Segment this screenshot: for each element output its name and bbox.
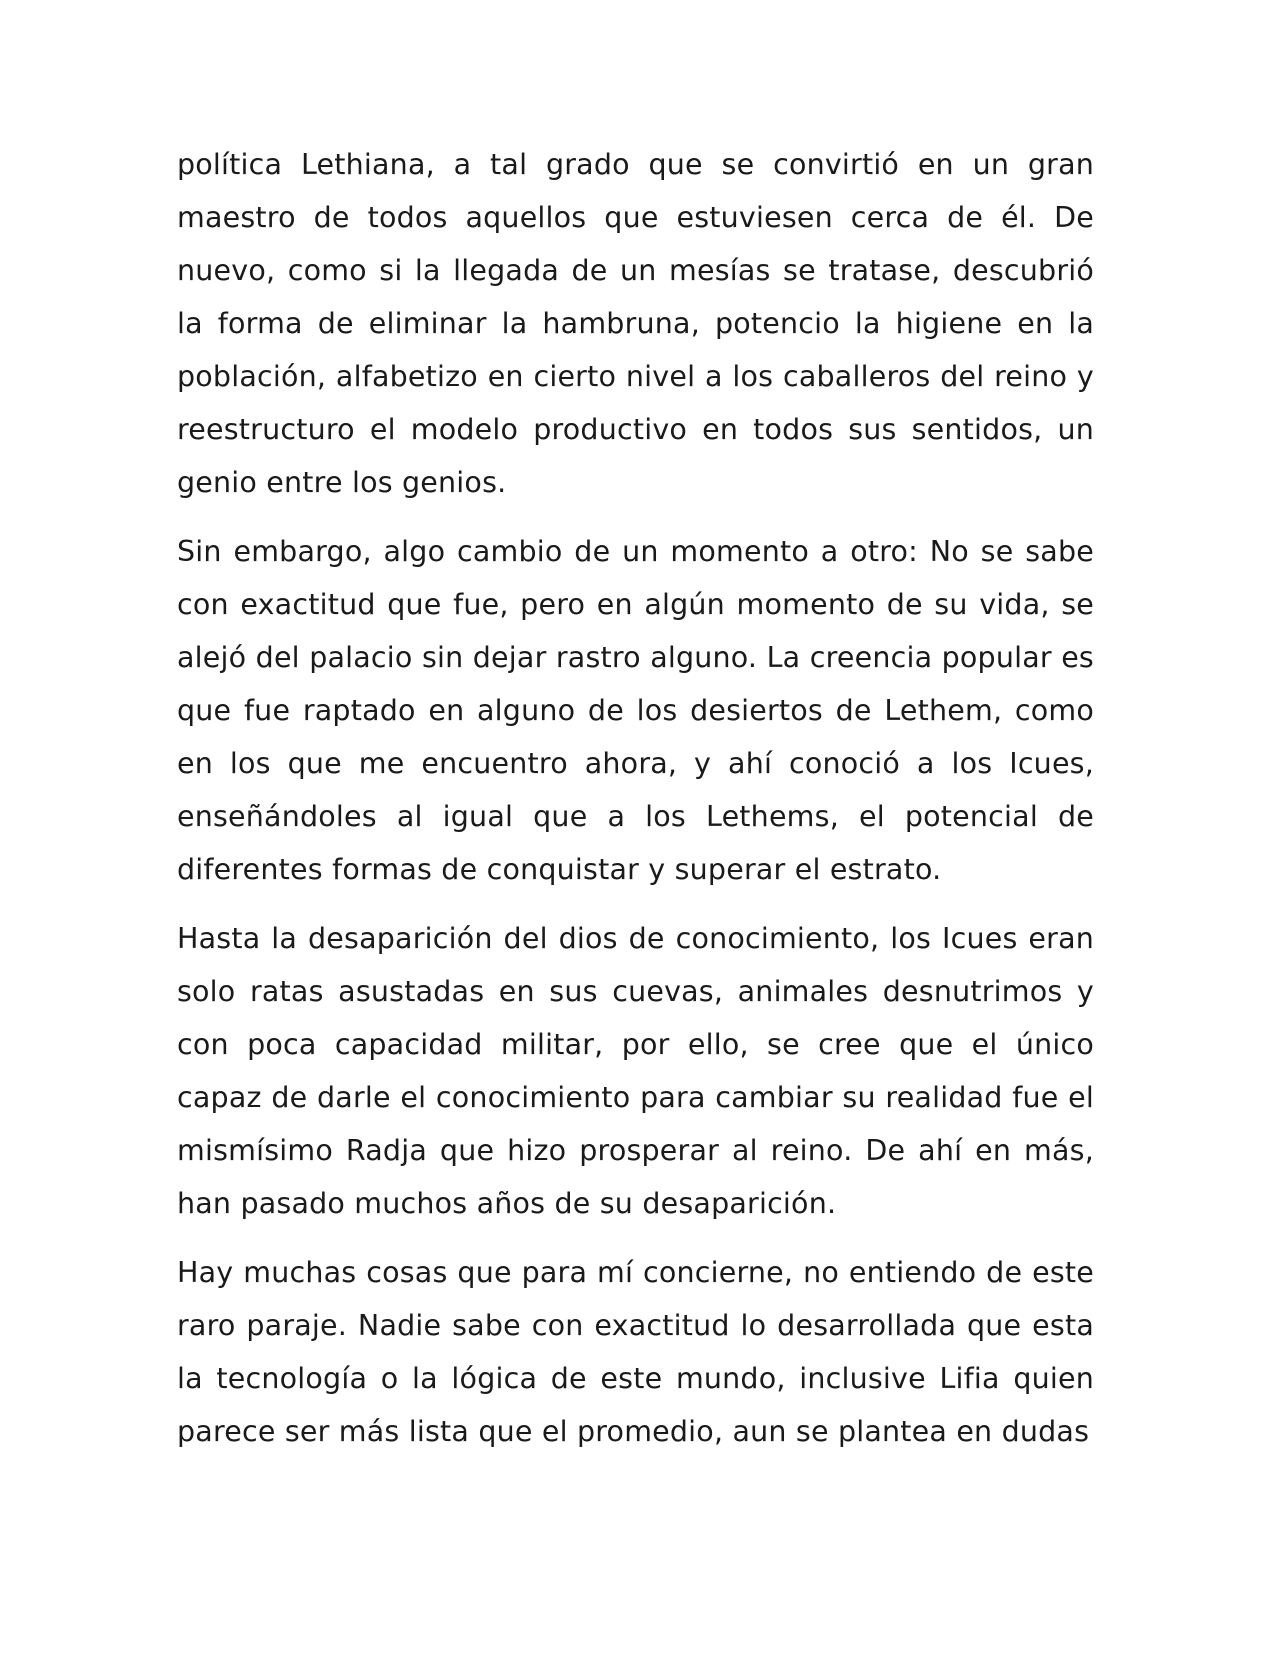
paragraph-2: Sin embargo, algo cambio de un momento a otro: No se sabe con exactitud que fue, pero en algún momento de su vida, se alejó del palacio sin dejar rastro alguno. La creencia popular es que fue raptado en alguno de los desiertos de Lethem, como en los que me encuentro ahora, y ahí conoció a los Icues, enseñándoles al igual que a los Lethems, el potencial de diferentes formas de conquistar y superar el estrato. (177, 535, 1094, 886)
paragraph-3: Hasta la desaparición del dios de conocimiento, los Icues eran solo ratas asustadas en sus cuevas, animales desnutrimos y con poca capacidad militar, por ello, se cree que el único capaz de darle el conocimiento para cambiar su realidad fue el mismísimo Radja que hizo prosperar al reino. De ahí en más, han pasado muchos años de su desaparición. (177, 922, 1094, 1220)
paragraph-4: Hay muchas cosas que para mí concierne, no entiendo de este raro paraje. Nadie sabe con exactitud lo desarrollada que esta la tecnología o la lógica de este mundo, inclusive Lifia quien parece ser más lista que el promedio, aun se plantea en dudas (177, 1256, 1094, 1448)
document-page (177, 138, 1094, 1458)
paragraph-1: política Lethiana, a tal grado que se convirtió en un gran maestro de todos aquellos que estuviesen cerca de él. De nuevo, como si la llegada de un mesías se tratase, descubrió la forma de eliminar la hambruna, potencio la higiene en la población, alfabetizo en cierto nivel a los caballeros del reino y reestructuro el modelo productivo en todos sus sentidos, un genio entre los genios. (177, 148, 1094, 499)
